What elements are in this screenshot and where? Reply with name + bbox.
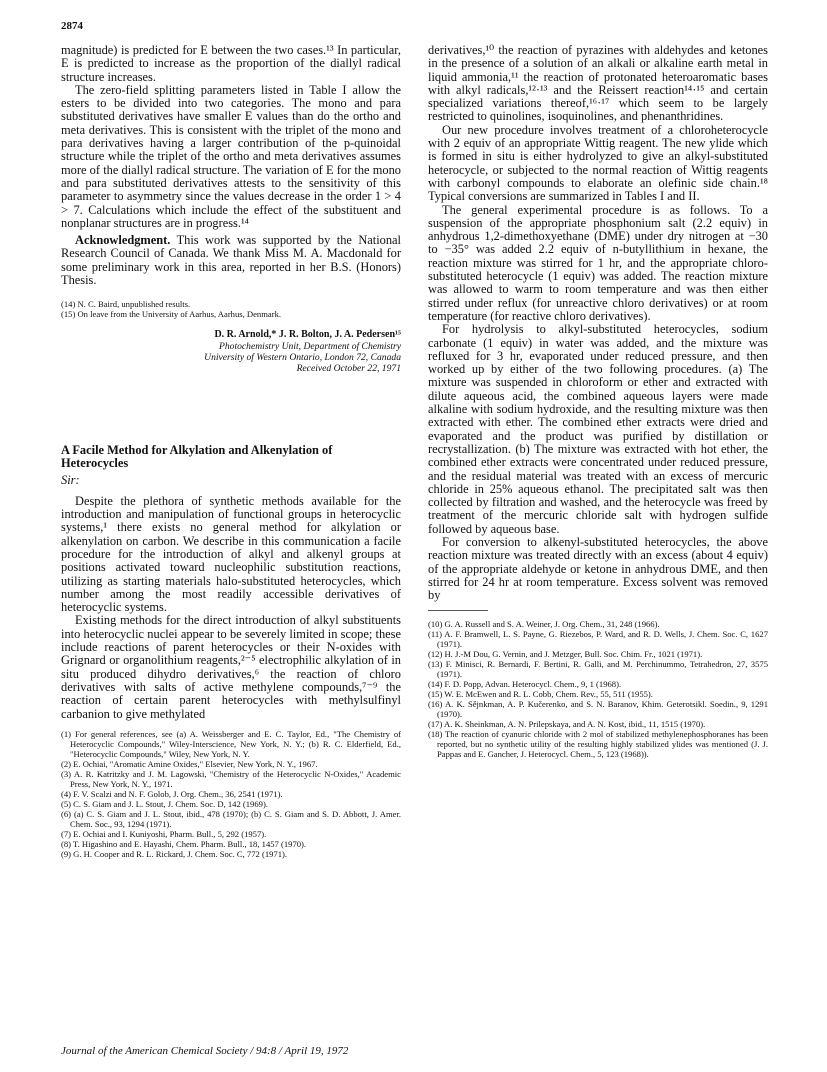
paragraph: The zero-field splitting parameters listed in Table I allow the esters to be divided into two categories. The mono and para substituted derivatives have smaller E values than do the ortho and meta derivatives. This is consistent with the triplet of the mono and para derivatives having a larger contribution of the p-quinoidal structure while the triplet of the ortho and meta derivatives assumes more of the diallyl radical structure. The variation of E for the mono and para substituted derivatives attests to the sensitivity of this parameter to asymmetry since the values decrease in the order 1 > 4 > 7. Calculations which include the effect of the substituent and nonplanar structures are in progress.¹⁴ <box>61 82 401 230</box>
footnote: (14) F. D. Popp, Advan. Heterocycl. Chem., 9, 1 (1968). <box>428 679 622 690</box>
article-body-left <box>61 495 401 721</box>
page-number: 2874 <box>61 20 83 32</box>
footnote: (2) E. Ochiai, "Aromatic Amine Oxides," Elsevier, New York, N. Y., 1967. <box>61 758 318 769</box>
received-date: Received October 22, 1971 <box>296 362 401 374</box>
right-body <box>428 44 768 602</box>
affiliation: Photochemistry Unit, Department of Chemistry <box>219 340 401 352</box>
footnotes-block-2 <box>61 729 401 859</box>
footnotes-block-3 <box>428 619 768 759</box>
footnote: (15) On leave from the University of Aarhus, Aarhus, Denmark. <box>61 309 282 320</box>
article-title: A Facile Method for Alkylation and Alkenylation of Heterocycles <box>61 443 333 471</box>
paragraph: The general experimental procedure is as follows. To a suspension of the appropriate phosphonium salt (2.2 equiv) in anhydrous 1,2-dimethoxyethane (DME) under dry nitrogen at −30 to −35° was added 2.2 equiv of n-butyllithium in hexane, the reaction mixture was stirred for 1 hr, and the appropriate chloro-substituted heterocycle (1 equiv) was added. The reaction mixture was allowed to warm to room temperature and was then either stirred under reflux (for unreactive chloro derivatives) or at room temperature (for reactive chloro derivatives). <box>428 202 768 323</box>
footnote: (7) E. Ochiai and I. Kuniyoshi, Pharm. Bull., 5, 292 (1957). <box>61 828 267 839</box>
footnote: (14) N. C. Baird, unpublished results. <box>61 299 191 310</box>
acknowledgment <box>61 234 401 287</box>
footnote: (10) G. A. Russell and S. A. Weiner, J. Org. Chem., 31, 248 (1966). <box>428 619 660 630</box>
footnote-divider <box>428 610 488 611</box>
acknowledgment-text: This work was supported by the National Research Council of Canada. We thank Miss M. A. Macdonald for some preliminary work in this area, reported in her B.S. (Honors) Thesis. <box>61 233 401 288</box>
footnote: (17) A. K. Sheinkman, A. N. Prilepskaya, and A. N. Kost, ibid., 11, 1515 (1970). <box>428 719 706 730</box>
paragraph: magnitude) is predicted for E between the two cases.¹³ In particular, E is predicted to increase as the proportion of the diallyl radical structure increases. <box>61 43 401 84</box>
paragraph: derivatives,¹⁰ the reaction of pyrazines with aldehydes and ketones in the presence of a solution of an alkali or alkaline earth metal in liquid ammonia,¹¹ the reaction of protonated heteroaromatic bases with alkyl radicals,¹²·¹³ and the Reissert reaction¹⁴·¹⁵ and certain specialized variations thereof,¹⁶·¹⁷ which seem to be largely restricted to quinolines, isoquinolines, and phenanthridines. <box>428 43 768 124</box>
left-body <box>61 44 401 287</box>
footnote: (6) (a) C. S. Giam and J. L. Stout, ibid., 478 (1970); (b) C. S. Giam and S. D. Abbott, J. Amer. Chem. Soc., 93, 1294 (1971). <box>61 808 401 829</box>
footnote: (13) F. Minisci, R. Bernardi, F. Bertini, R. Galli, and M. Perchinummo, Tetrahedron, 27, 3575 (1971). <box>428 659 768 680</box>
footnote: (11) A. F. Bramwell, L. S. Payne, G. Riezebos, P. Ward, and R. D. Wells, J. Chem. Soc. C, 1627 (1971). <box>428 629 768 650</box>
paragraph: For hydrolysis to alkyl-substituted heterocycles, sodium carbonate (1 equiv) in water was added, and the mixture was refluxed for 3 hr, evaporated under reduced pressure, and then worked up by either of the two following procedures. (a) The mixture was suspended in chloroform or ether and extracted with dilute aqueous acid, the combined aqueous layers were made alkaline with sodium hydroxide, and the resulting mixture was then extracted with ether. The combined ether extracts were dried and evaporated and the product was purified by distillation or recrystallization. (b) The mixture was extracted with hot ether, the combined ether extracts were concentrated under reduced pressure, and the residual material was treated with an excess of mercuric chloride in 25% aqueous ethanol. The precipitated salt was then collected by filtration and washed, and the heterocycle was freed by treatment of the mercuric chloride salt with hydrogen sulfide followed by aqueous base. <box>428 322 768 536</box>
footnote: (18) The reaction of cyanuric chloride with 2 mol of stabilized methylenephosphoranes has been reported, but no synthetic utility of the resulting highly stabilized ylides was mentioned (J. J. Pappas and E. Gancher, J. Heterocycl. Chem., 5, 123 (1968)). <box>428 729 768 760</box>
paragraph: For conversion to alkenyl-substituted heterocycles, the above reaction mixture was treated directly with an excess (about 4 equiv) of the appropriate aldehyde or ketone in anhydrous DME, and then stirred for 24 hr at room temperature. Excess solvent was removed by <box>428 534 768 603</box>
left-column <box>61 44 401 859</box>
journal-footer: Journal of the American Chemical Society / 94:8 / April 19, 1972 <box>61 1045 349 1057</box>
footnote: (3) A. R. Katritzky and J. M. Lagowski, "Chemistry of the Heterocyclic N-Oxides," Academic Press, New York, N. Y., 1971. <box>61 768 401 789</box>
right-column <box>428 44 768 759</box>
footnotes-block-1 <box>61 299 401 319</box>
affiliation: University of Western Ontario, London 72, Canada <box>204 351 401 363</box>
paragraph: Our new procedure involves treatment of a chloroheterocycle with 2 equiv of an appropriate Wittig reagent. The new ylide which is formed in situ is either hydrolyzed to give an alkyl-substituted heterocycle, or subjected to the normal reaction of Wittig reagents with carbonyl compounds to elaborate an olefinic side chain.¹⁸ Typical conversions are summarized in Tables I and II. <box>428 122 768 204</box>
authors: D. R. Arnold,* J. R. Bolton, J. A. Pedersen¹⁵ <box>214 329 401 341</box>
paragraph: Despite the plethora of synthetic methods available for the introduction and manipulation of functional groups in heterocyclic systems,¹ there exists no general method for alkylation or alkenylation on carbon. We describe in this communication a facile procedure for the introduction of alkyl and alkenyl groups at positions activated toward nucleophilic substitution reactions, utilizing as starting materials halo-substituted heterocycles, which number among the most readily accessible derivatives of heterocyclic systems. <box>61 493 401 615</box>
footnote: (4) F. V. Scalzi and N. F. Golob, J. Org. Chem., 36, 2541 (1971). <box>61 788 283 799</box>
footnote: (8) T. Higashino and E. Hayashi, Chem. Pharm. Bull., 18, 1457 (1970). <box>61 838 307 849</box>
footnote: (1) For general references, see (a) A. Weissberger and E. C. Taylor, Ed., "The Chemistry of Heterocyclic Compounds," Wiley-Interscience, New York, N. Y.; (b) R. C. Elderfield, Ed., "Heterocyclic Compounds," Wiley, New York, N. Y. <box>61 728 401 759</box>
acknowledgment-heading: Acknowledgment. <box>75 233 171 248</box>
footnote: (15) W. E. McEwen and R. L. Cobb, Chem. Rev., 55, 511 (1955). <box>428 689 653 700</box>
paragraph: Existing methods for the direct introduction of alkyl substituents into heterocyclic nuclei appear to be severely limited in scope; these include reactions of parent heterocycles or their N-oxides with Grignard or organolithium reagents,²⁻⁵ electrophilic alkylation of in situ produced dihydro derivatives,⁶ the reaction of chloro derivatives with salts of active methylene compounds,⁷⁻⁹ the reaction of certain parent heterocycles with methylsulfinyl carbanion to give methylated <box>61 613 401 721</box>
footnote: (12) H. J.-M Dou, G. Vernin, and J. Metzger, Bull. Soc. Chim. Fr., 1021 (1971). <box>428 649 703 660</box>
author-signature <box>61 329 401 374</box>
footnote: (5) C. S. Giam and J. L. Stout, J. Chem. Soc. D, 142 (1969). <box>61 798 268 809</box>
footnote: (16) A. K. Sějnkman, A. P. Kučerenko, and S. N. Baranov, Khim. Geterotsikl. Soedin., 9, 1291 (1970). <box>428 699 768 720</box>
salutation: Sir: <box>61 472 80 487</box>
footnote: (9) G. H. Cooper and R. L. Rickard, J. Chem. Soc. C, 772 (1971). <box>61 848 288 859</box>
